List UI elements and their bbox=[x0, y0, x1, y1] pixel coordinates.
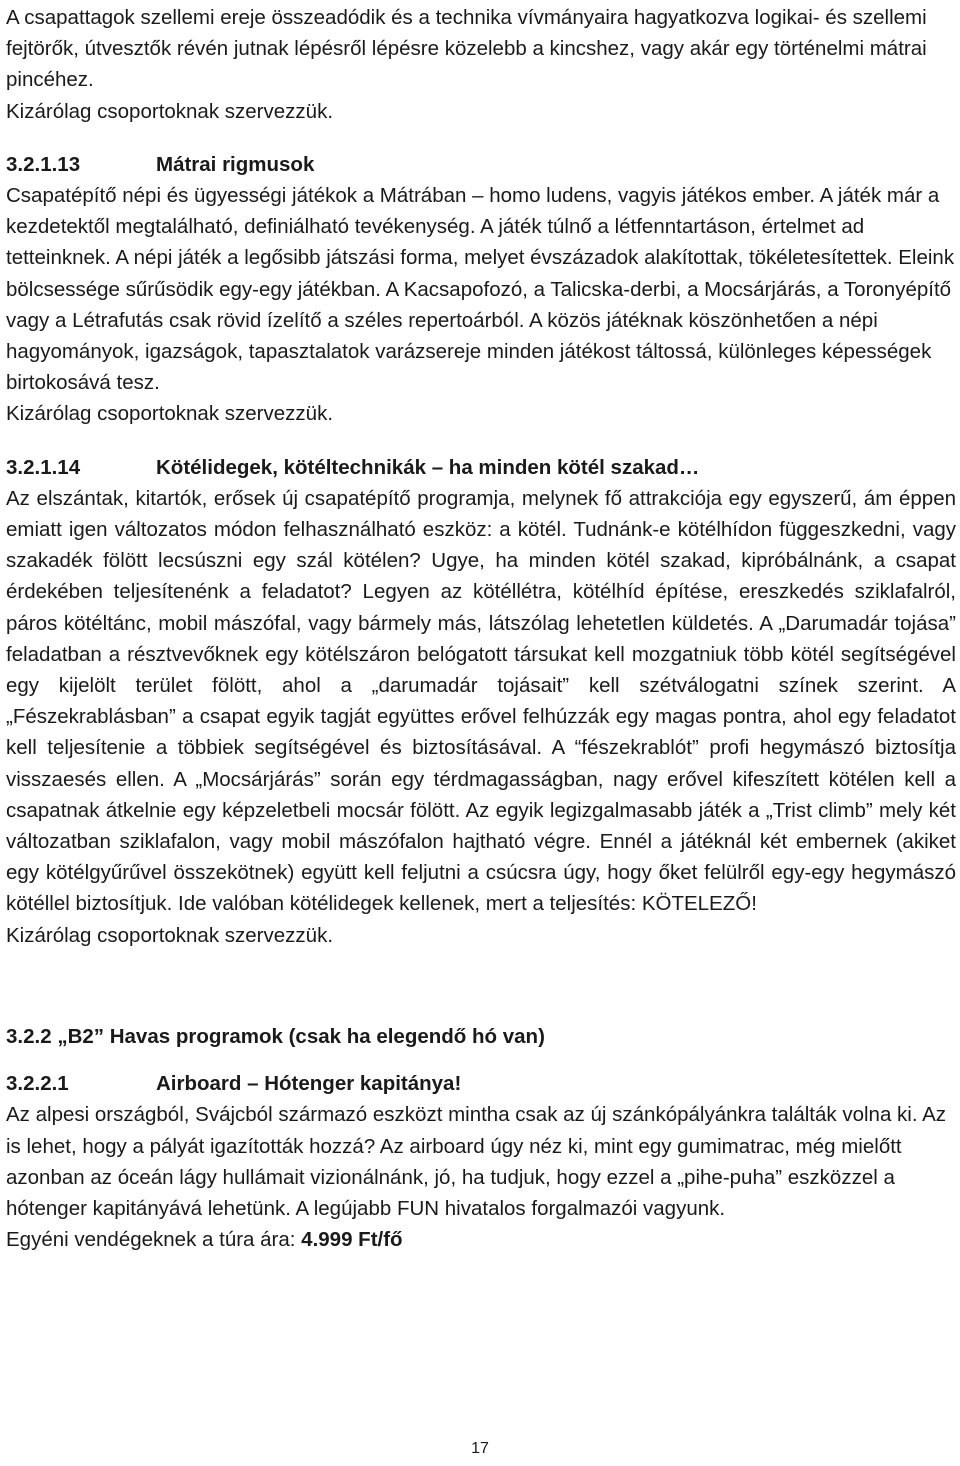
page-number: 17 bbox=[471, 1440, 489, 1457]
section-3-2-1-14-body: Az elszántak, kitartók, erősek új csapatépítő programja, melynek fő attrakciója egy egyszerű, ám éppen emiatt igen változatos módon felhasználható eszköz: a kötél. Tudnánk-e kötélhídon függeszkedni, vagy szakadék fölött lecsúszni egy szál kötélen? Ugye, ha minden kötél szakad, kipróbálnánk, a csapat érdekében teljesítenénk a feladatot? Legyen az kötéllétra, kötélhíd építése, ereszkedés sziklafalról, páros kötéltánc, mobil mászófal, vagy bármely más, látszólag lehetetlen küldetés. A „Darumadár tojása” feladatban a résztvevőknek egy kötélszáron belógatott társukat kell mozgatniuk több kötél segítségével egy kijelölt terület fölött, ahol a „darumadár tojásait” kell szétválogatni színek szerint. A „Fészekrablásban” a csapat egyik tagját együttes erővel felhúzzák egy magas pontra, ahol egy feladatot kell teljesítenie a többiek segítségével és biztosításával. A “fészekrablót” profi hegymászó biztosítja visszaesés ellen. A „Mocsárjárás” során egy térdmagasságban, nagy erővel kifeszített kötélen kell a csapatnak átkelnie egy képzeletbeli mocsár fölött. Az egyik legizgalmasabb játék a „Trist climb” mely két változatban sziklafalon, vagy mobil mászófalon hajtható végre. Ennél a játéknál két embernek (akiket egy kötélgyűrűvel összekötnek) együtt kell feljutni a csúcsra úgy, hogy őket felülről egy-egy hegymászó kötéllel biztosítjuk. Ide valóban kötélidegek kellenek, mert a teljesítés: KÖTELEZŐ! bbox=[6, 486, 956, 916]
section-heading-3-2-1-13 bbox=[6, 149, 956, 180]
section-3-2-2-1-body: Az alpesi országból, Svájcból származó eszközt mintha csak az új szánkópályánkra találták volna ki. Az is lehet, hogy a pályát igazították hozzá? Az airboard úgy néz ki, mint egy gumimatrac, még mielőtt azonban az óceán lágy hullámait vizionálnánk, jó, ha tudjuk, hogy ezzel a „pihe-puha” eszközzel a hótenger kapitányává lehetünk. A legújabb FUN hivatalos forgalmazói vagyunk. bbox=[6, 1103, 947, 1220]
price-label: Egyéni vendégeknek a túra ára: bbox=[6, 1228, 302, 1252]
section-heading-3-2-1-14 bbox=[6, 452, 956, 483]
section-3-2-1-13-groups-only: Kizárólag csoportoknak szervezzük. bbox=[6, 402, 334, 426]
section-title: Airboard – Hótenger kapitánya! bbox=[156, 1072, 462, 1096]
section-number: 3.2.1.14 bbox=[6, 455, 81, 479]
section-heading-3-2-2-1 bbox=[6, 1068, 956, 1099]
section-heading-3-2-2 bbox=[6, 1021, 956, 1052]
price-line bbox=[6, 1224, 956, 1255]
section-title: Mátrai rigmusok bbox=[156, 152, 315, 176]
section-number: 3.2.2.1 bbox=[6, 1072, 69, 1096]
section-number: 3.2.1.13 bbox=[6, 152, 81, 176]
intro-paragraph: A csapattagok szellemi ereje összeadódik és a technika vívmányaira hagyatkozva logikai- és szellemi fejtörők, útvesztők révén jutnak lépésről lépésre közelebb a kincshez, vagy akár egy történelmi mátrai pincéhez. bbox=[6, 6, 927, 92]
section-number: 3.2.2 bbox=[6, 1024, 52, 1048]
document-page bbox=[6, 2, 956, 1255]
section-title: „B2” Havas programok (csak ha elegendő hó van) bbox=[57, 1024, 545, 1048]
section-3-2-1-13-body: Csapatépítő népi és ügyességi játékok a Mátrában – homo ludens, vagyis játékos ember. A játék már a kezdetektől megtalálható, definiálható tevékenység. A játék túlnő a létfenntartáson, értelmet ad tetteinknek. A népi játék a legősibb játszási forma, melyet évszázadok alakítottak, tökéletesítettek. Eleink bölcsessége sűrűsödik egy-egy játékban. A Kacsapofozó, a Talicska-derbi, a Mocsárjárás, a Toronyépítő vagy a Létrafutás csak rövid ízelítő a széles repertoárból. A közös játéknak köszönhetően a népi hagyományok, igazságok, tapasztalatok varázsereje minden játékost táltossá, különleges képességek birtokosává tesz. bbox=[6, 184, 955, 395]
price-value: 4.999 Ft/fő bbox=[301, 1228, 403, 1252]
section-title: Kötélidegek, kötéltechnikák – ha minden kötél szakad… bbox=[156, 455, 700, 479]
intro-groups-only: Kizárólag csoportoknak szervezzük. bbox=[6, 99, 334, 123]
section-3-2-1-14-groups-only: Kizárólag csoportoknak szervezzük. bbox=[6, 923, 334, 947]
